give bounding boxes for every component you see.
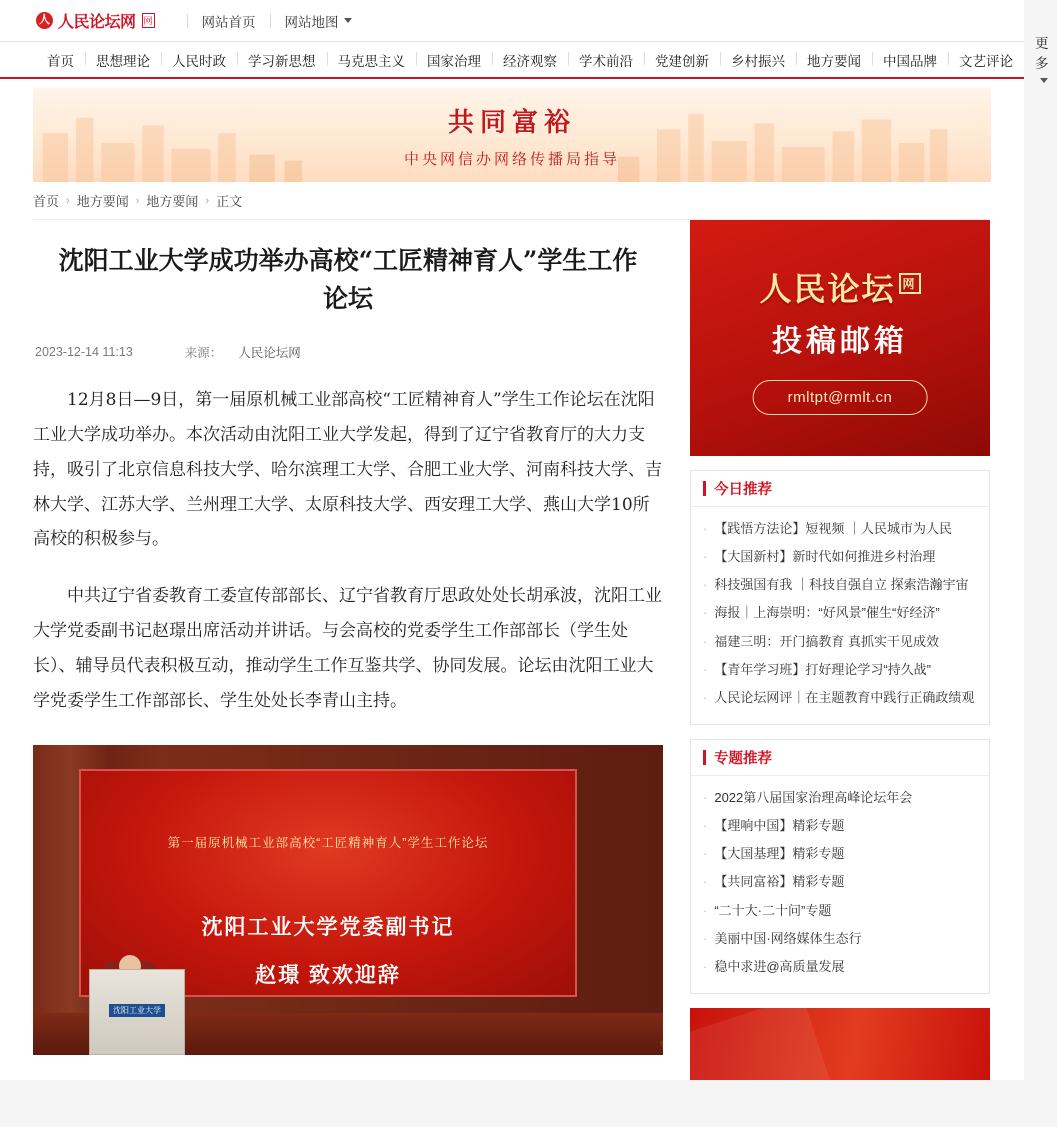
article-paragraph: 12月8日—9日，第一届原机械工业部高校“工匠精神育人”学生工作论坛在沈阳工业大学成功举办。本次活动由沈阳工业大学发起，得到了辽宁省教育厅的大力支持，吸引了北京信息科技大学、哈尔滨理工大学、合肥工业大学、河南科技大学、吉林大学、江苏大学、兰州理工大学、太原科技大学、西安理工大学、燕山大学10所高校的积极参与。 bbox=[33, 390, 662, 550]
bullet-icon: · bbox=[703, 930, 708, 946]
list-item[interactable] bbox=[701, 571, 979, 599]
banner-text-block bbox=[33, 102, 991, 169]
chevron-down-icon[interactable] bbox=[344, 18, 352, 23]
source-value: 人民论坛网 bbox=[238, 346, 301, 360]
stage-screen bbox=[79, 769, 577, 997]
bullet-icon: · bbox=[703, 577, 708, 593]
bottom-promo-banner[interactable] bbox=[690, 1008, 990, 1080]
logo-mark-icon: 人 bbox=[36, 12, 53, 29]
site-map-link[interactable]: 网站地图 bbox=[284, 14, 339, 30]
topic-recommend-panel bbox=[690, 739, 990, 994]
list-item-label: 2022第八届国家治理高峰论坛年会 bbox=[714, 789, 913, 805]
promo-subtitle: 投稿邮箱 bbox=[772, 325, 908, 358]
content-area bbox=[0, 220, 1024, 1080]
site-logo[interactable] bbox=[36, 9, 155, 32]
nav-more-label: 更多 bbox=[1035, 36, 1049, 71]
bullet-icon: · bbox=[703, 874, 708, 890]
breadcrumb bbox=[33, 182, 991, 220]
today-recommend-panel bbox=[690, 470, 990, 725]
nav-more-button[interactable] bbox=[1024, 32, 1057, 87]
list-item[interactable] bbox=[701, 868, 979, 896]
article-body bbox=[33, 383, 663, 719]
promo-logo-text: 人民论坛 bbox=[759, 270, 896, 308]
promo-email[interactable]: rmltpt@rmlt.cn bbox=[753, 380, 928, 415]
publish-date: 2023-12-14 11:13 bbox=[35, 345, 133, 359]
promo-banner[interactable] bbox=[33, 88, 991, 182]
main-nav bbox=[0, 36, 1049, 79]
nav-item-1[interactable]: 思想理论 bbox=[85, 50, 161, 70]
source-label: 来源： bbox=[184, 346, 223, 360]
promo-logo-sup: 网 bbox=[899, 273, 921, 294]
article-source bbox=[185, 343, 301, 361]
list-item-label: 【大国新村】新时代如何推进乡村治理 bbox=[714, 549, 936, 565]
bullet-icon: · bbox=[703, 633, 708, 649]
article-meta bbox=[33, 343, 663, 361]
list-item[interactable] bbox=[701, 599, 979, 627]
bullet-icon: · bbox=[703, 605, 708, 621]
list-item[interactable] bbox=[701, 897, 979, 925]
panel-body bbox=[691, 507, 989, 724]
list-item-label: 福建三明：开门搞教育 真抓实干见成效 bbox=[714, 633, 939, 649]
logo-text: 人民论坛网 bbox=[58, 12, 136, 31]
nav-item-12[interactable]: 文艺评论 bbox=[948, 50, 1024, 70]
breadcrumb-separator: › bbox=[205, 194, 210, 207]
panel-body bbox=[691, 776, 989, 993]
podium-label: 沈阳工业大学 bbox=[109, 1004, 165, 1017]
nav-item-2[interactable]: 人民时政 bbox=[161, 50, 237, 70]
nav-item-10[interactable]: 地方要闻 bbox=[796, 50, 872, 70]
sidebar bbox=[690, 220, 990, 1080]
list-item-label: 【青年学习班】打好理论学习“持久战” bbox=[714, 661, 932, 677]
list-item-label: 【践悟方法论】短视频 ｜人民城市为人民 bbox=[714, 521, 952, 536]
ribbon-decoration-icon bbox=[660, 995, 830, 1127]
list-item[interactable] bbox=[701, 515, 979, 543]
list-item[interactable] bbox=[701, 812, 979, 840]
breadcrumb-item-current: 正文 bbox=[216, 194, 243, 209]
list-item-label: 【理响中国】精彩专题 bbox=[714, 818, 845, 834]
divider bbox=[187, 14, 188, 28]
list-item[interactable] bbox=[701, 684, 979, 712]
promo-logo bbox=[690, 264, 990, 310]
bullet-icon: · bbox=[703, 789, 708, 805]
chevron-down-icon bbox=[1040, 78, 1048, 83]
list-item[interactable] bbox=[701, 656, 979, 684]
list-item-label: “二十大·二十问”专题 bbox=[714, 902, 832, 918]
bullet-icon: · bbox=[703, 521, 708, 536]
breadcrumb-separator: › bbox=[135, 194, 140, 207]
podium bbox=[89, 969, 185, 1055]
article-paragraph: 中共辽宁省委教育工委宣传部部长、辽宁省教育厅思政处处长胡承波，沈阳工业大学党委副书记赵璟出席活动并讲话。与会高校的党委学生工作部部长（学生处长）、辅导员代表积极互动，推动学生工作互鉴共学、协同发展。论坛由沈阳工业大学党委学生工作部部长、学生处处长李青山主持。 bbox=[33, 586, 662, 711]
list-item[interactable] bbox=[701, 840, 979, 868]
list-item-label: 稳中求进@高质量发展 bbox=[714, 958, 845, 974]
banner-title: 共同富裕 bbox=[447, 107, 576, 137]
list-item[interactable] bbox=[701, 925, 979, 953]
page-title: 沈阳工业大学成功举办高校“工匠精神育人”学生工作论坛 bbox=[58, 246, 638, 313]
panel-title: 专题推荐 bbox=[714, 750, 772, 767]
bullet-icon: · bbox=[703, 689, 708, 705]
list-item-label: 美丽中国·网络媒体生态行 bbox=[714, 930, 862, 946]
list-item-label: 海报｜上海崇明：“好风景”催生“好经济” bbox=[714, 605, 940, 621]
top-bar bbox=[0, 0, 1024, 42]
article-column bbox=[33, 220, 663, 1055]
panel-title: 今日推荐 bbox=[714, 482, 772, 498]
bullet-icon: · bbox=[703, 549, 708, 565]
breadcrumb-item-1[interactable]: 地方要闻 bbox=[76, 194, 129, 209]
bullet-icon: · bbox=[703, 661, 708, 677]
nav-item-11[interactable]: 中国品牌 bbox=[872, 50, 948, 70]
panel-accent-bar bbox=[703, 481, 706, 496]
panel-header bbox=[691, 471, 989, 507]
nav-item-7[interactable]: 学术前沿 bbox=[568, 50, 644, 70]
list-item[interactable] bbox=[701, 628, 979, 656]
bullet-icon: · bbox=[703, 902, 708, 918]
list-item[interactable] bbox=[701, 784, 979, 812]
nav-item-6[interactable]: 经济观察 bbox=[492, 50, 568, 70]
nav-item-5[interactable]: 国家治理 bbox=[416, 50, 492, 70]
nav-item-3[interactable]: 学习新思想 bbox=[237, 50, 327, 70]
submission-email-promo[interactable] bbox=[690, 220, 990, 456]
nav-item-0[interactable]: 首页 bbox=[47, 53, 74, 69]
bullet-icon: · bbox=[703, 818, 708, 834]
breadcrumb-item-2[interactable]: 地方要闻 bbox=[146, 194, 199, 209]
list-item-label: 人民论坛网评｜在主题教育中践行正确政绩观 bbox=[714, 689, 975, 705]
panel-header bbox=[691, 740, 989, 776]
screen-line-3: 赵璟 致欢迎辞 bbox=[255, 963, 401, 987]
article-photo bbox=[33, 745, 663, 1055]
screen-line-2: 沈阳工业大学党委副书记 bbox=[201, 915, 455, 939]
logo-sup-icon: 网 bbox=[142, 13, 155, 28]
site-home-link[interactable]: 网站首页 bbox=[201, 14, 256, 30]
nav-item-4[interactable]: 马克思主义 bbox=[327, 50, 417, 70]
list-item-label: 【共同富裕】精彩专题 bbox=[714, 874, 845, 890]
list-item-label: 【大国基理】精彩专题 bbox=[714, 846, 845, 862]
divider bbox=[270, 14, 271, 28]
list-item-label: 科技强国有我 ｜科技自强自立 探索浩瀚宇宙 bbox=[714, 577, 969, 593]
screen-line-1: 第一届原机械工业部高校“工匠精神育人”学生工作论坛 bbox=[167, 835, 489, 850]
list-item[interactable] bbox=[701, 953, 979, 981]
breadcrumb-item-0[interactable]: 首页 bbox=[33, 194, 60, 209]
breadcrumb-separator: › bbox=[66, 194, 70, 207]
list-item[interactable] bbox=[701, 543, 979, 571]
nav-item-8[interactable]: 党建创新 bbox=[644, 50, 720, 70]
banner-subtitle: 中央网信办网络传播局指导 bbox=[403, 151, 620, 168]
panel-accent-bar bbox=[703, 750, 706, 765]
bullet-icon: · bbox=[703, 958, 708, 974]
bullet-icon: · bbox=[703, 846, 708, 862]
nav-item-9[interactable]: 乡村振兴 bbox=[720, 50, 796, 70]
